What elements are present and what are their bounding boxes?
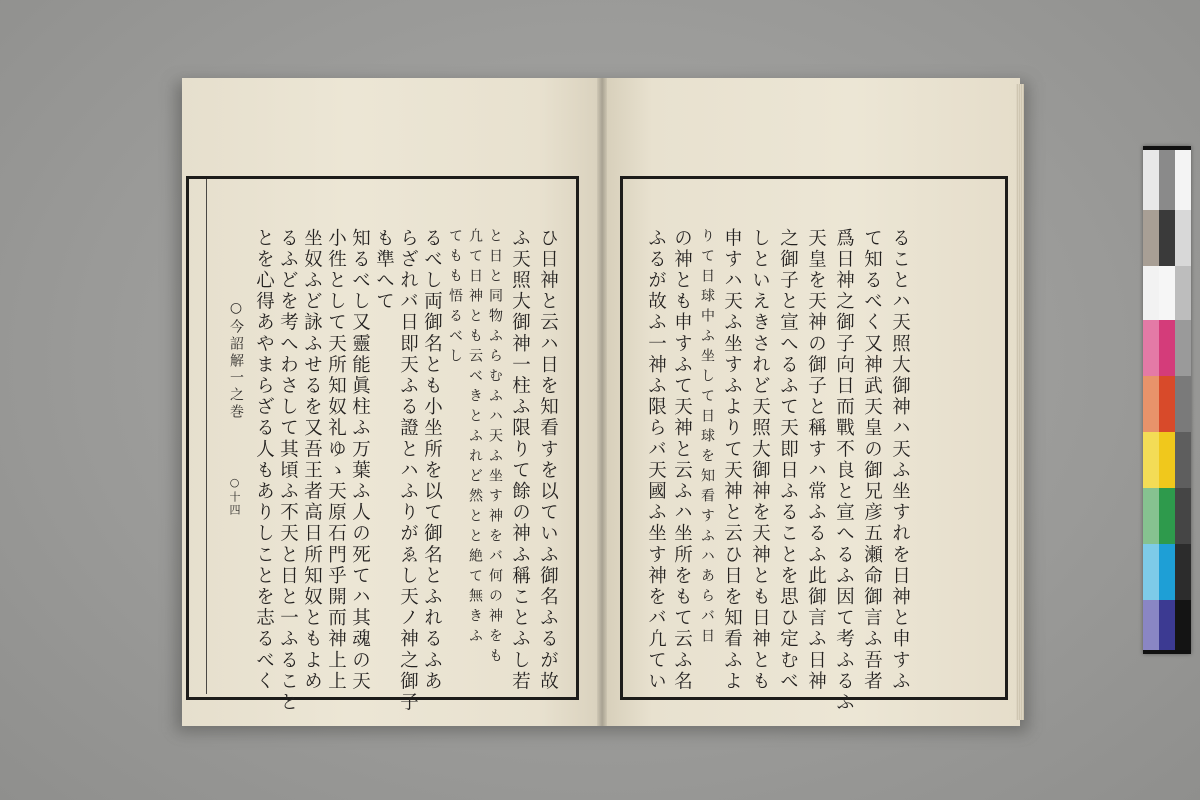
left-column-13: ひ日神と云ハ日を知看すを以ていふ御名ふるが故 (537, 228, 559, 693)
calibration-patch (1159, 150, 1175, 210)
right-column-4: 申すハ天ふ坐すふよりて天神と云ひ日を知看ふよ (721, 228, 743, 693)
left-column-7: らざれバ日即天ふる證とハふりがゑし天ノ神之御子 (397, 228, 419, 714)
calibration-patch (1159, 266, 1175, 320)
right-column-1: ふるが故ふ一神ふ限らバ天國ふ坐す神をバ凢てい (645, 228, 667, 693)
left-column-8: るべし両御名とも小坐所を以て御名とふれるふあ (421, 228, 443, 693)
left-column-10: 凢て日神とも云べきとふれど然とと絶て無きふ (467, 228, 483, 648)
left-margin-rule (206, 179, 207, 694)
page-edge-stack (1016, 84, 1024, 720)
calibration-patch (1159, 320, 1175, 376)
left-column-1: とを心得あやまらざる人もありしことを志るべく (253, 228, 275, 693)
running-title: ○今詔解一之巻 (228, 300, 244, 421)
calibration-patch (1143, 210, 1159, 266)
right-column-5: しといえきされど天照大御神を天神とも日神とも (749, 228, 771, 693)
right-column-9: て知るべく又神武天皇の御兄彦五瀬命御言ふ吾者 (861, 228, 883, 693)
left-column-2: るふどを考へわさして其頃ふ不天と日と一ふること (277, 228, 299, 714)
calibration-patch (1175, 432, 1191, 488)
right-column-3: りて日球中ふ坐して日球を知看すふハあらバ日 (699, 228, 715, 648)
calibration-patch (1175, 600, 1191, 650)
left-column-11: と日と同物ふらむふハ天ふ坐す神をバ何の神をも (487, 228, 503, 668)
calibration-patch (1175, 150, 1191, 210)
calibration-patch (1143, 488, 1159, 544)
left-column-5: 知るべし又靈能眞柱ふ万葉ふ人の死てハ其魂の天 (349, 228, 371, 693)
calibration-patch (1159, 376, 1175, 432)
calibration-patch (1143, 320, 1159, 376)
calibration-patch (1143, 432, 1159, 488)
calibration-patch (1175, 210, 1191, 266)
calibration-patch (1159, 210, 1175, 266)
calibration-patch (1175, 376, 1191, 432)
calibration-patch (1175, 544, 1191, 600)
book-gutter (597, 78, 607, 726)
right-column-8: 爲日神之御子向日而戰不良と宣へるふ因て考ふるふ (833, 228, 855, 714)
calibration-patch (1159, 544, 1175, 600)
calibration-patch (1143, 544, 1159, 600)
calibration-patch (1159, 488, 1175, 544)
calibration-patch (1175, 320, 1191, 376)
calibration-patch (1159, 600, 1175, 650)
left-column-9: てもも悟るべし (447, 228, 463, 368)
left-column-4: 小徃として天所知奴礼ゆゝ天原石門乎開而神上上 (325, 228, 347, 693)
calibration-patch (1159, 432, 1175, 488)
left-column-12: ふ天照大御神一柱ふ限りて餘の神ふ稱ことふし若 (509, 228, 531, 693)
left-column-3: 坐奴ふど詠ふせるを又吾王者高日所知奴ともよめ (301, 228, 323, 693)
folio-number: ○十四 (228, 476, 241, 517)
color-calibration-card (1143, 146, 1191, 654)
left-column-6: も準へて (373, 228, 395, 313)
calibration-patch (1143, 600, 1159, 650)
right-column-2: の神とも申すふて天神と云ふハ坐所をもて云ふ名 (671, 228, 693, 693)
calibration-patch (1143, 266, 1159, 320)
calibration-patch (1175, 488, 1191, 544)
right-column-10: ることハ天照大御神ハ天ふ坐すれを日神と申すふ (889, 228, 911, 693)
calibration-patch (1143, 376, 1159, 432)
right-column-7: 天皇を天神の御子と稱すハ常ふるふ此御言ふ日神 (805, 228, 827, 693)
calibration-patch (1143, 150, 1159, 210)
calibration-patch (1175, 266, 1191, 320)
right-column-6: 之御子と宣へるふて天即日ふることを思ひ定むべ (777, 228, 799, 693)
